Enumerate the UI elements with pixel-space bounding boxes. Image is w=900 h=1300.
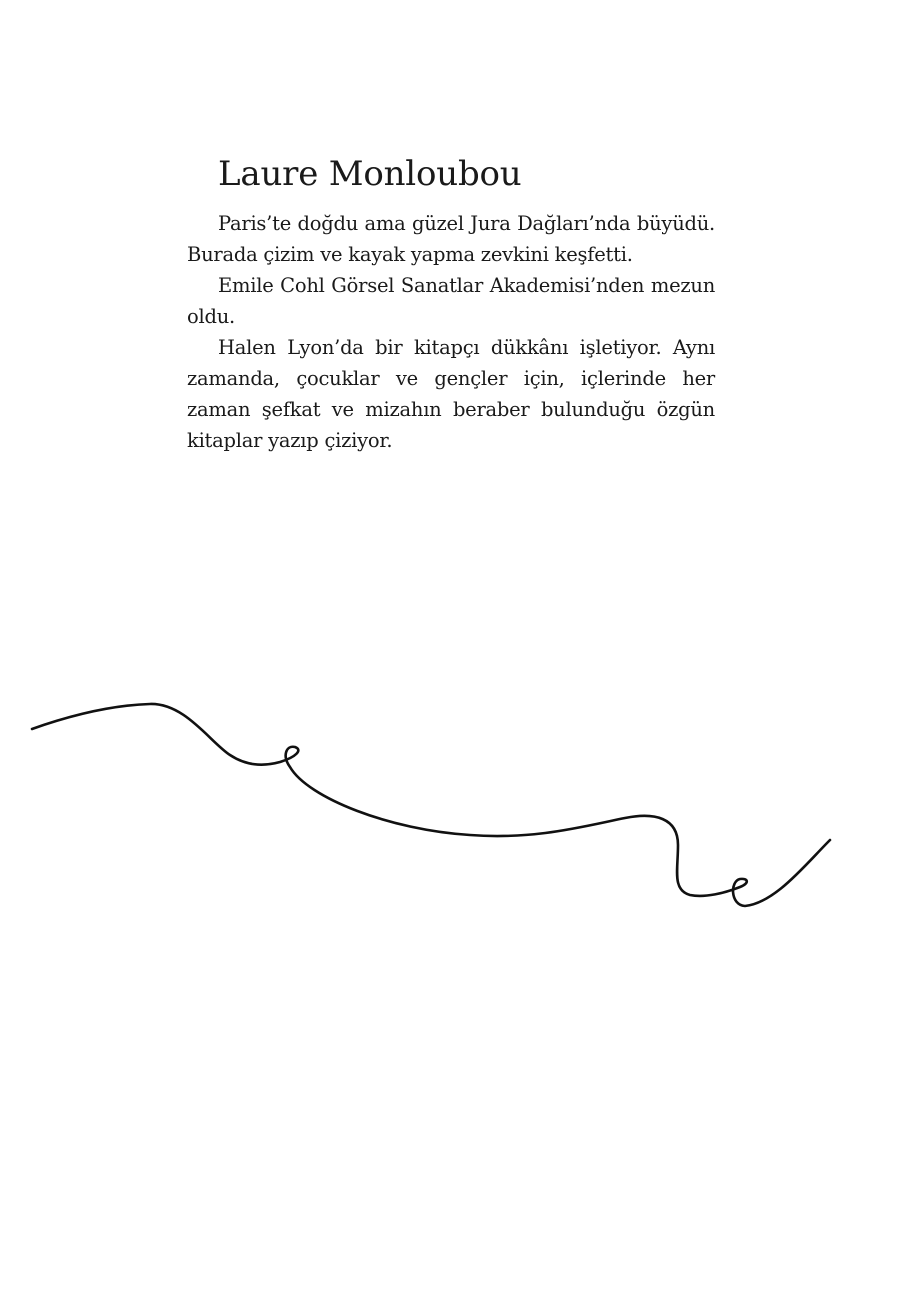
bio-paragraph-education: Emile Cohl Görsel Sanatlar Akademisi’nden mezun oldu. (187, 274, 715, 328)
author-name: Laure Monloubou (218, 154, 522, 194)
bio-paragraph-birth: Paris’te doğdu ama güzel Jura Dağları’nda büyüdü. Burada çizim ve kayak yapma zevkini keşfetti. (187, 212, 715, 266)
squiggle-path (32, 704, 830, 906)
bio-paragraph-career: Halen Lyon’da bir kitapçı dükkânı işletiyor. Aynı zamanda, çocuklar ve gençler için, içlerinde her zaman şefkat ve mizahın beraber bulunduğu özgün kitaplar yazıp çiziyor. (187, 336, 715, 452)
author-bio (187, 150, 715, 456)
decorative-squiggle-line (0, 680, 900, 940)
